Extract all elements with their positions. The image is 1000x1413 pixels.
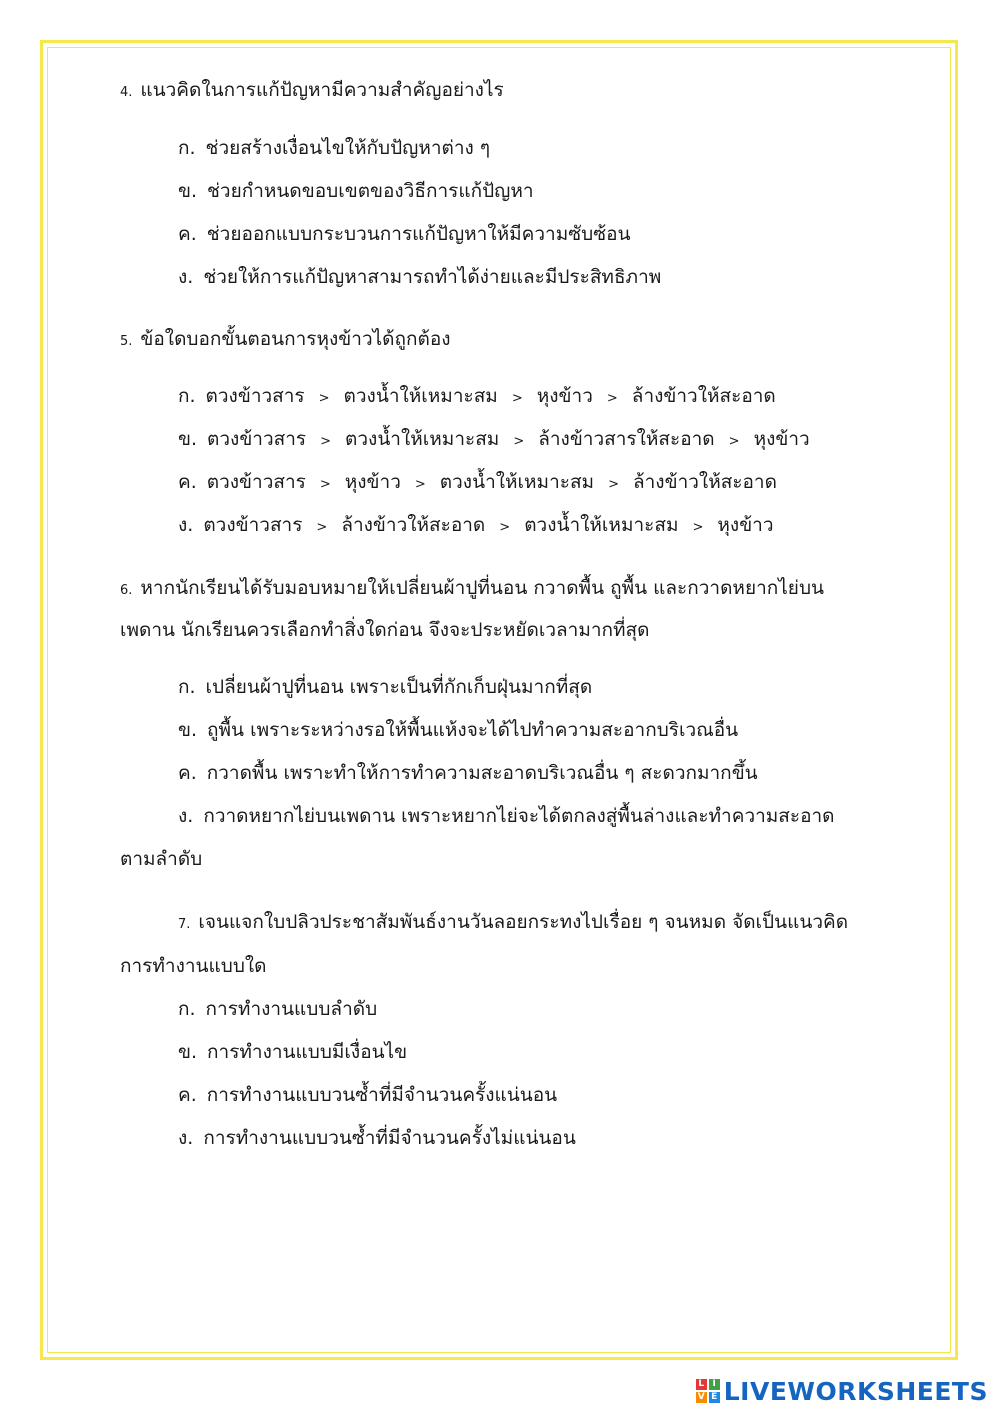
option-text: ช่วยกำหนดขอบเขตของวิธีการแก้ปัญหา [207, 180, 534, 202]
question-5 [120, 325, 451, 356]
question-text: เพดาน นักเรียนควรเลือกทำสิ่งใดก่อน จึงจะประหยัดเวลามากที่สุด [120, 619, 650, 641]
q6-option-a[interactable] [178, 673, 592, 701]
step-separator: > [513, 434, 525, 449]
option-label: ข. [178, 428, 198, 450]
question-text: เจนแจกใบปลิวประชาสัมพันธ์งานวันลอยกระทงไปเรื่อย ๆ จนหมด จัดเป็นแนวคิด [198, 911, 849, 933]
liveworksheets-logo[interactable] [696, 1375, 988, 1407]
q6-option-b[interactable] [178, 716, 738, 744]
option-text: ช่วยสร้างเงื่อนไขให้กับปัญหาต่าง ๆ [205, 137, 491, 159]
step-text: ตวงข้าวสาร [206, 471, 306, 493]
q6-option-d-cont [120, 845, 202, 873]
step-text: ล้างข้าวให้สะอาด [633, 471, 777, 493]
question-number: 5. [120, 334, 133, 349]
question-number: 6. [120, 583, 133, 598]
q7-option-c[interactable] [178, 1081, 557, 1109]
step-text: หุงข้าว [753, 428, 810, 450]
step-separator: > [316, 520, 328, 535]
option-label: ข. [178, 719, 198, 741]
question-text: การทำงานแบบใด [120, 955, 267, 977]
option-text: ช่วยออกแบบกระบวนการแก้ปัญหาให้มีความซับซ้อน [206, 223, 631, 245]
step-text: หุงข้าว [344, 471, 401, 493]
option-label: ง. [178, 1127, 194, 1149]
option-label: ก. [178, 385, 196, 407]
q7-option-b[interactable] [178, 1038, 407, 1066]
option-label: ง. [178, 514, 194, 536]
step-text: ล้างข้าวสารให้สะอาด [538, 428, 715, 450]
option-text: การทำงานแบบมีเงื่อนไข [207, 1041, 408, 1063]
step-separator: > [318, 391, 330, 406]
option-text: ช่วยให้การแก้ปัญหาสามารถทำได้ง่ายและมีประสิทธิภาพ [203, 266, 662, 288]
step-separator: > [320, 434, 332, 449]
step-text: ตวงข้าวสาร [203, 514, 303, 536]
q7-option-a[interactable] [178, 995, 377, 1023]
question-7-cont [120, 952, 267, 980]
step-separator: > [511, 391, 523, 406]
question-4 [120, 76, 504, 107]
step-separator: > [414, 477, 426, 492]
step-text: ตวงน้ำให้เหมาะสม [439, 471, 595, 493]
option-text: กวาดพื้น เพราะทำให้การทำความสะอาดบริเวณอื่น ๆ สะดวกมากขึ้น [206, 762, 758, 784]
q4-option-b[interactable] [178, 177, 534, 205]
option-label: ง. [178, 805, 194, 827]
question-text: แนวคิดในการแก้ปัญหามีความสำคัญอย่างไร [140, 79, 504, 101]
q4-option-d[interactable] [178, 263, 661, 291]
q5-option-a[interactable] [178, 382, 776, 413]
q5-option-b[interactable] [178, 425, 810, 456]
question-6-cont [120, 616, 649, 644]
question-number: 4. [120, 85, 133, 100]
logo-block: I [709, 1379, 720, 1390]
logo-blocks-icon [696, 1379, 720, 1403]
question-number: 7. [178, 917, 191, 932]
q4-option-a[interactable] [178, 134, 490, 162]
question-7 [178, 908, 848, 939]
option-label: ค. [178, 762, 197, 784]
question-text: ข้อใดบอกขั้นตอนการหุงข้าวได้ถูกต้อง [140, 328, 451, 350]
option-text-continued: ตามลำดับ [120, 848, 203, 870]
step-text: ตวงข้าวสาร [205, 385, 305, 407]
step-text: ล้างข้าวให้สะอาด [341, 514, 486, 536]
option-label: ง. [178, 266, 194, 288]
logo-block: E [709, 1392, 720, 1403]
logo-block: L [696, 1379, 707, 1390]
step-separator: > [499, 520, 511, 535]
option-label: ก. [178, 676, 196, 698]
q5-option-d[interactable] [178, 511, 774, 542]
step-separator: > [319, 477, 331, 492]
step-text: ตวงข้าวสาร [207, 428, 307, 450]
option-text: ถูพื้น เพราะระหว่างรอให้พื้นแห้งจะได้ไปทำความสะอากบริเวณอื่น [207, 719, 739, 741]
option-label: ค. [178, 223, 197, 245]
q6-option-d[interactable] [178, 802, 835, 830]
option-label: ก. [178, 137, 196, 159]
step-separator: > [692, 520, 704, 535]
q7-option-d[interactable] [178, 1124, 576, 1152]
logo-block: V [696, 1392, 707, 1403]
option-label: ข. [178, 180, 198, 202]
option-label: ข. [178, 1041, 198, 1063]
option-text: เปลี่ยนผ้าปูที่นอน เพราะเป็นที่กักเก็บฝุ่นมากที่สุด [205, 676, 593, 698]
q4-option-c[interactable] [178, 220, 631, 248]
step-text: ตวงน้ำให้เหมาะสม [343, 385, 498, 407]
q6-option-c[interactable] [178, 759, 758, 787]
option-text: การทำงานแบบวนซ้ำที่มีจำนวนครั้งไม่แน่นอน [203, 1127, 576, 1149]
step-separator: > [728, 434, 740, 449]
question-text: หากนักเรียนได้รับมอบหมายให้เปลี่ยนผ้าปูที่นอน กวาดพื้น ถูพื้น และกวาดหยากไย่บน [140, 577, 824, 599]
logo-text: LIVEWORKSHEETS [723, 1376, 988, 1406]
option-label: ค. [178, 471, 197, 493]
step-text: ล้างข้าวให้สะอาด [631, 385, 776, 407]
option-text: การทำงานแบบลำดับ [205, 998, 378, 1020]
step-text: ตวงน้ำให้เหมาะสม [345, 428, 500, 450]
step-text: ตวงน้ำให้เหมาะสม [524, 514, 679, 536]
step-separator: > [608, 477, 619, 492]
question-6 [120, 574, 824, 605]
step-text: หุงข้าว [717, 514, 774, 536]
option-text: กวาดหยากไย่บนเพดาน เพราะหยากไย่จะได้ตกลงสู่พื้นล่างและทำความสะอาด [203, 805, 835, 827]
option-label: ค. [178, 1084, 197, 1106]
step-separator: > [606, 391, 618, 406]
step-text: หุงข้าว [536, 385, 593, 407]
q5-option-c[interactable] [178, 468, 777, 499]
option-label: ก. [178, 998, 196, 1020]
option-text: การทำงานแบบวนซ้ำที่มีจำนวนครั้งแน่นอน [206, 1084, 558, 1106]
